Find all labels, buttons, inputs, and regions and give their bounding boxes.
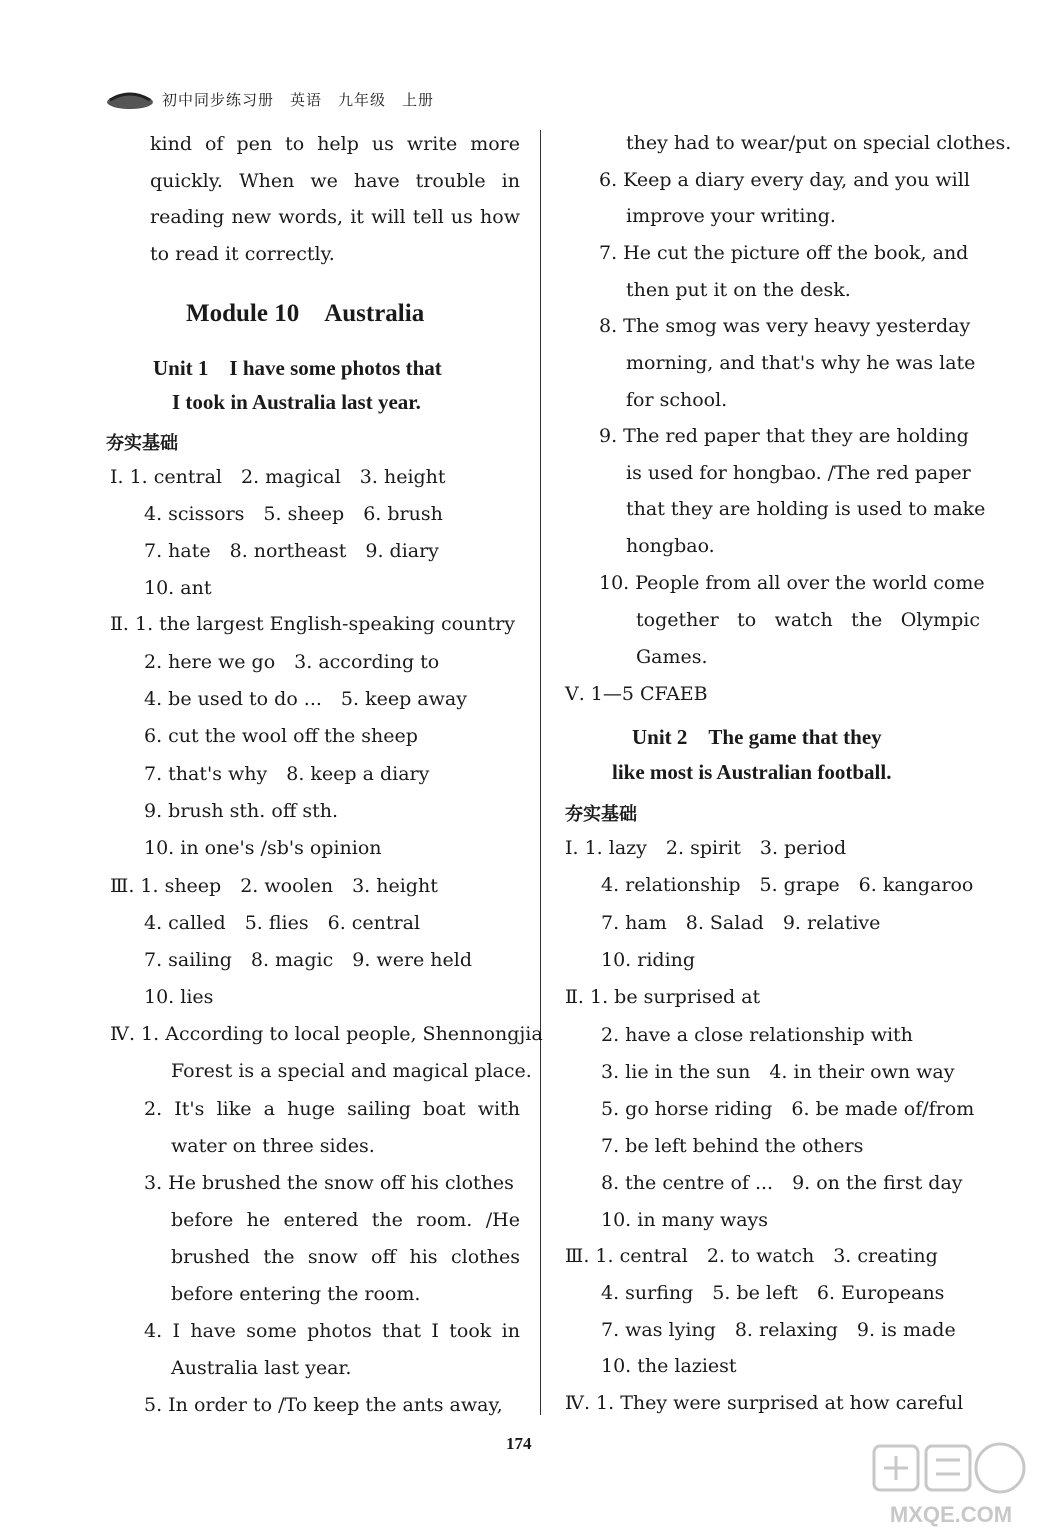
text-line: reading new words, it will tell us how [150, 206, 520, 228]
answer-line: 8. the centre of ... 9. on the first day [601, 1172, 963, 1194]
answer-line: for school. [626, 389, 728, 411]
answer-line: water on three sides. [171, 1135, 375, 1157]
answer-line: together to watch the Olympic [636, 609, 980, 631]
answer-line: 7. He cut the picture off the book, and [599, 242, 969, 264]
text-line: kind of pen to help us write more [150, 133, 520, 155]
text-line: to read it correctly. [150, 243, 335, 265]
answer-line: Ⅴ. 1—5 CFAEB [565, 683, 708, 705]
answer-line: 3. lie in the sun 4. in their own way [601, 1061, 955, 1083]
column-divider [540, 130, 541, 1415]
answer-line: Ⅰ. 1. central 2. magical 3. height [110, 466, 446, 488]
answer-line: that they are holding is used to make [626, 498, 986, 520]
answer-line: Australia last year. [171, 1357, 352, 1379]
header-title: 初中同步练习册 英语 九年级 上册 [162, 90, 435, 109]
answer-line: Ⅳ. 1. They were surprised at how careful [565, 1392, 964, 1414]
answer-line: Ⅲ. 1. sheep 2. woolen 3. height [110, 875, 438, 897]
answer-line: 4. be used to do ... 5. keep away [144, 688, 467, 710]
unit-title: like most is Australian football. [612, 760, 892, 784]
answer-line: 8. The smog was very heavy yesterday [599, 315, 971, 337]
answer-line: 5. In order to /To keep the ants away, [144, 1394, 503, 1416]
answer-line: 4. I have some photos that I took in [144, 1320, 520, 1342]
section-heading: 夯实基础 [106, 433, 178, 454]
text-line: quickly. When we have trouble in [150, 170, 520, 192]
page-header [106, 86, 434, 112]
answer-line: 10. riding [601, 949, 696, 971]
answer-line: before he entered the room. /He [171, 1209, 520, 1231]
answer-line: 7. was lying 8. relaxing 9. is made [601, 1319, 956, 1341]
unit-title: Unit 1 I have some photos that [153, 356, 442, 380]
answer-line: 10. in one's /sb's opinion [144, 837, 382, 859]
module-title: Module 10 Australia [186, 300, 425, 327]
answer-line: 10. People from all over the world come [599, 572, 985, 594]
answer-line: Ⅰ. 1. lazy 2. spirit 3. period [565, 837, 847, 859]
answer-line: 10. the laziest [601, 1355, 737, 1377]
watermark-text: MXQE.COM [889, 1502, 1013, 1527]
answer-line: 2. It's like a huge sailing boat with [144, 1098, 520, 1120]
answer-line: before entering the room. [171, 1283, 421, 1305]
answer-line: 10. lies [144, 986, 214, 1008]
answer-line: 4. scissors 5. sheep 6. brush [144, 503, 443, 525]
answer-line: Ⅱ. 1. be surprised at [565, 986, 761, 1008]
answer-line: hongbao. [626, 535, 715, 557]
answer-line: 7. that's why 8. keep a diary [144, 763, 430, 785]
answer-line: 7. hate 8. northeast 9. diary [144, 540, 439, 562]
answer-line: 4. called 5. flies 6. central [144, 912, 421, 934]
answer-line: 2. here we go 3. according to [144, 651, 440, 673]
answer-line: brushed the snow off his clothes [171, 1246, 520, 1268]
answer-line: Ⅱ. 1. the largest English-speaking country [110, 613, 515, 635]
answer-line: 10. ant [144, 577, 212, 599]
answer-line: 10. in many ways [601, 1209, 769, 1231]
answer-line: Ⅲ. 1. central 2. to watch 3. creating [565, 1245, 938, 1267]
page-number: 174 [506, 1434, 532, 1453]
answer-line: they had to wear/put on special clothes. [626, 132, 1012, 154]
answer-line: 6. cut the wool off the sheep [144, 725, 418, 747]
answer-line: 9. brush sth. off sth. [144, 800, 339, 822]
answer-line: 7. sailing 8. magic 9. were held [144, 949, 473, 971]
answer-line: improve your writing. [626, 205, 836, 227]
unit-title: Unit 2 The game that they [632, 725, 882, 749]
answer-line: 7. ham 8. Salad 9. relative [601, 912, 881, 934]
answer-line: 9. The red paper that they are holding [599, 425, 969, 447]
answer-line: is used for hongbao. /The red paper [626, 462, 971, 484]
watermark-logo [866, 1440, 1036, 1530]
answer-line: Ⅳ. 1. According to local people, Shennongjia [110, 1023, 543, 1045]
answer-line: morning, and that's why he was late [626, 352, 976, 374]
answer-line: 3. He brushed the snow off his clothes [144, 1172, 514, 1194]
answer-line: 4. surfing 5. be left 6. Europeans [601, 1282, 945, 1304]
answer-line: 7. be left behind the others [601, 1135, 864, 1157]
answer-line: Forest is a special and magical place. [171, 1060, 532, 1082]
answer-line: 4. relationship 5. grape 6. kangaroo [601, 874, 974, 896]
answer-line: 6. Keep a diary every day, and you will [599, 169, 970, 191]
answer-line: 5. go horse riding 6. be made of/from [601, 1098, 975, 1120]
logo-icon [106, 88, 154, 110]
section-heading: 夯实基础 [565, 804, 637, 825]
unit-title: I took in Australia last year. [172, 390, 421, 414]
answer-line: Games. [636, 646, 708, 668]
answer-line: 2. have a close relationship with [601, 1024, 913, 1046]
answer-line: then put it on the desk. [626, 279, 851, 301]
